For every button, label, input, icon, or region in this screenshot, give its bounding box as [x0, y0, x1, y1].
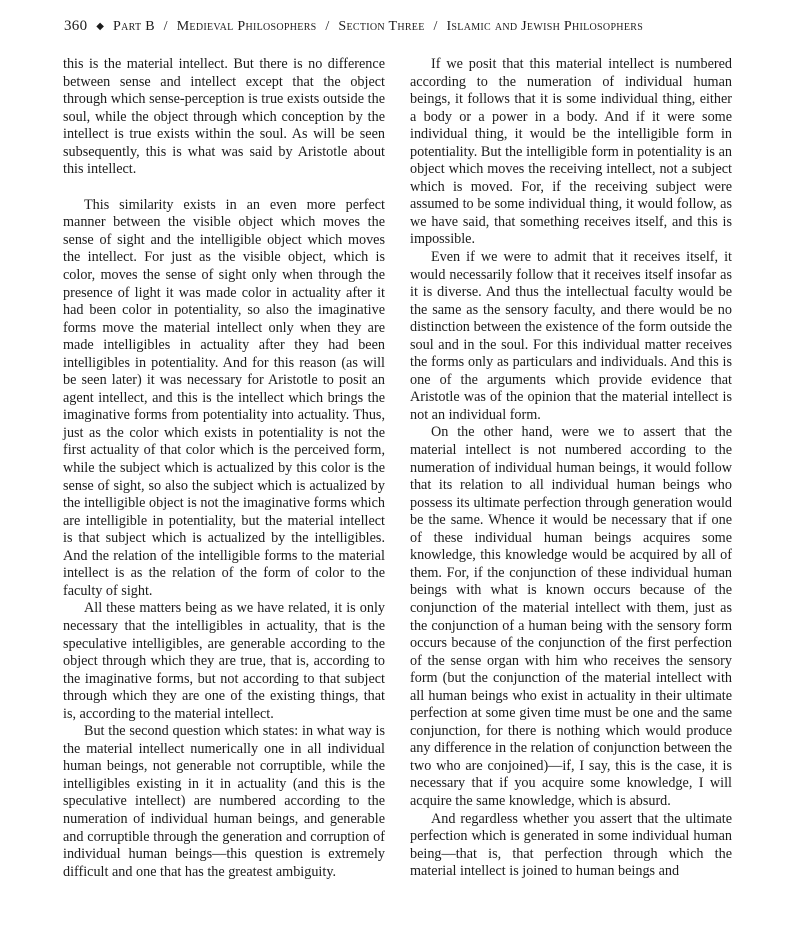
paragraph: Even if we were to admit that it receives itself, it would necessarily follow that it receives itself insofar as it is diverse. And thus the intellectual faculty would be the same as the sensory faculty, and there would be no distinction between the existence of the form outside the soul and in the soul. For this individual matter receives the forms only as particulars and individuals. And this is one of the arguments which provide evidence that Aristotle was of the opinion that the material intellect is not an individual form. [410, 249, 732, 423]
left-text-column [63, 56, 385, 881]
header-section-subtitle: Islamic and Jewish Philosophers [446, 19, 644, 34]
paragraph: All these matters being as we have related, it is only necessary that the intelligibles in actuality, that is the speculative intelligibles, are generable according to the object through which they are true, that is, according to the imaginative forms, but not according to that subject through which they are one of the existing things, that is, according to the material intellect. [63, 600, 385, 722]
paragraph: This similarity exists in an even more perfect manner between the visible object which moves the sense of sight and the intelligible object which moves the intellect. For just as the visible object, which is color, moves the sense of sight only when through the presence of light it was made color in actuality after it had been color in potentiality, so also the imaginative forms move the material intellect only when they are made intelligibles in actuality after they had been intelligibles in potentiality. And for this reason (as will be seen later) it was necessary for Aristotle to posit an agent intellect, and this is the intellect which brings the imaginative forms from potentiality into actuality. Thus, just as the color which exists in potentiality is not the first actuality of that color which is the perceived form, while the subject which is actualized by this color is the sense of sight, so also the subject which is actualized by the intelligible object is not the imaginative forms which are intelligible in potentiality, but the material intellect is that subject which is actualized by the intelligibles. And the relation of the intelligible forms to the material intellect is as the relation of the form of color to the faculty of sight. [63, 196, 385, 599]
running-header [64, 18, 744, 40]
paragraph: But the second question which states: in what way is the material intellect numerically one in all individual human beings, not generable not corruptible, while the intelligibles existing in it in actuality (and this is the speculative intellect) are numbered according to the numeration of individual human beings, and generable and corruptible through the generation and corruption of individual human beings—this question is extremely difficult and one that has the greatest ambiguity. [63, 723, 385, 880]
paragraph: And regardless whether you assert that the ultimate perfection which is generated in some individual human being—that is, that perfection through which the material intellect is joined to human beings and [410, 810, 732, 880]
paragraph: If we posit that this material intellect is numbered according to the numeration of individual human beings, it follows that it is some individual thing, either a body or a power in a body. And if it were some individual thing, it would be the intelligible form in potentiality. But the intelligible form in potentiality is an object which moves the receiving intellect, not a subject which is moved. For, if the receiving subject were assumed to be some individual thing, it would follow, as we have said, that something receives itself, and this is impossible. [410, 56, 732, 248]
header-part: Part B [113, 19, 155, 34]
paragraph: On the other hand, were we to assert that the material intellect is not numbered according to the numeration of individual human beings, it would follow that its relation to all individual human beings who possess its ultimate perfection through generation would be the same. Whence it would be necessary that if one of these individual human beings acquires some knowledge, this knowledge would be acquired by all of them. For, if the conjunction of these individual human beings with what is known occurs because of the conjunction of the material intellect with them, just as the conjunction of a human being with the sensory form occurs because of the conjunction of the first perfection of the sense organ with him who receives the sensory form (but the conjunction of the material intellect with all human beings who exist in actuality in their ultimate perfection at some given time must be one and the same conjunction, for there is nothing which would produce any difference in the relation of conjunction between the two who are conjoined)—if, I say, this is the case, it is necessary that if you acquire some knowledge, I will acquire the same knowledge, which is absurd. [410, 424, 732, 809]
header-bullet: ◆ [96, 21, 105, 32]
header-separator: / [433, 19, 438, 34]
header-separator: / [163, 19, 168, 34]
header-separator: / [325, 19, 330, 34]
header-section-number: Section Three [338, 19, 425, 34]
right-text-column [410, 56, 732, 881]
header-section-title: Medieval Philosophers [176, 19, 317, 34]
page-number: 360 [64, 18, 88, 34]
paragraph: this is the material intellect. But there is no difference between sense and intellect except that the object through which sense-perception is true exists outside the soul, while the object through which conception by the intellect is true exists within the soul. As will be seen subsequently, this is what was said by Aristotle about this intellect. [63, 56, 385, 178]
